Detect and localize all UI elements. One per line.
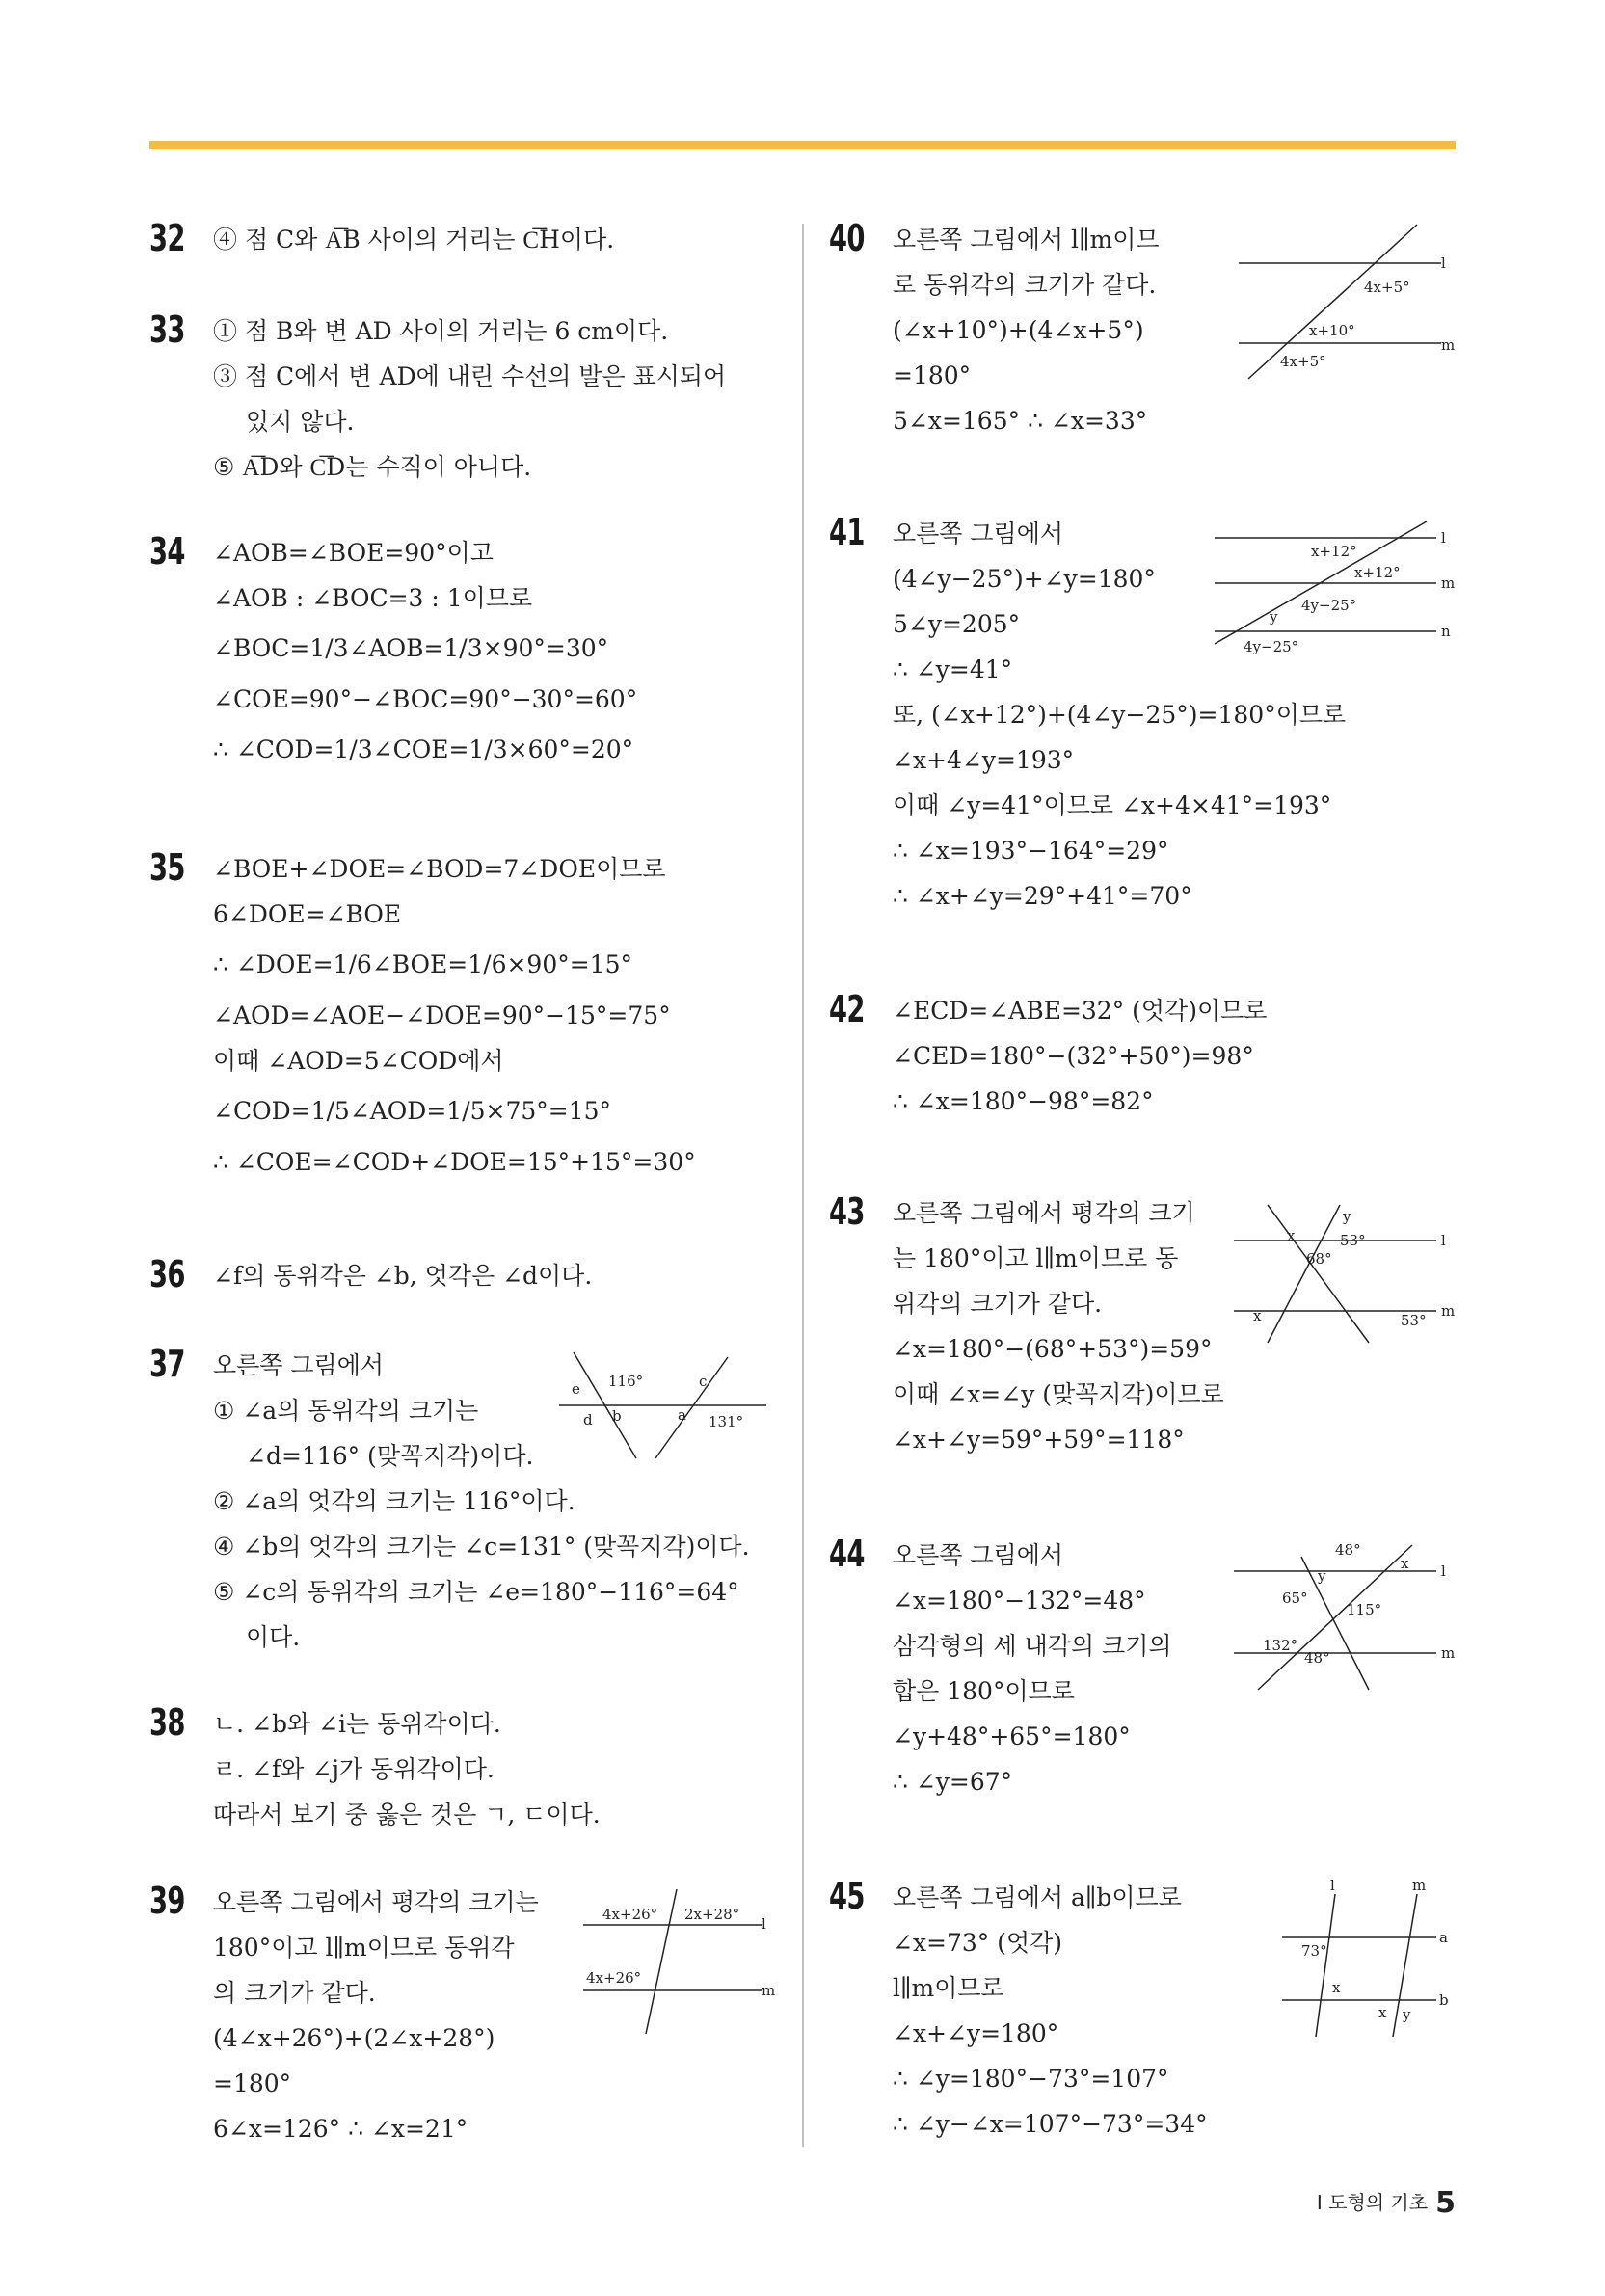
footer-section-title: Ⅰ 도형의 기초 (1316, 2191, 1429, 2214)
solution-line: ∴ ∠x=193°−164°=29° (893, 837, 1169, 865)
angle-label: 68° (1306, 1250, 1332, 1268)
angle-label: y (1270, 608, 1278, 626)
solution-line: ∠AOB=∠BOE=90°이고 (213, 539, 494, 567)
solution-line: ∠BOE+∠DOE=∠BOD=7∠DOE이므로 (213, 855, 666, 883)
solution-line: (∠x+10°)+(4∠x+5°) (893, 316, 1144, 344)
solution-line: ∴ ∠x=180°−98°=82° (893, 1087, 1154, 1115)
solution-line: ∴ ∠y−∠x=107°−73°=34° (893, 2110, 1208, 2138)
solution-line: ∴ ∠y=41° (893, 655, 1013, 683)
problem-number: 41 (829, 511, 865, 553)
solution-line: ∴ ∠y=67° (893, 1768, 1013, 1796)
figure-44-triangle-parallel (1229, 1537, 1460, 1695)
figure-39-parallel-lines (578, 1884, 781, 2042)
solution-line: ∠x=180°−132°=48° (893, 1587, 1146, 1615)
angle-label: x (1378, 2004, 1387, 2021)
solution-line: ∠COE=90°−∠BOC=90°−30°=60° (213, 685, 638, 713)
angle-label: x+10° (1309, 322, 1355, 339)
angle-label: y (1318, 1567, 1326, 1585)
figure-43-triangle-parallel (1229, 1200, 1460, 1348)
solution-line: ∴ ∠x+∠y=29°+41°=70° (893, 882, 1192, 910)
solution-line: 오른쪽 그림에서 l∥m이므 (893, 226, 1160, 254)
angle-label: 2x+28° (684, 1906, 740, 1923)
solution-line: =180° (893, 361, 972, 389)
solution-line: 로 동위각의 크기가 같다. (893, 271, 1157, 299)
angle-label: 4x+5° (1280, 353, 1326, 370)
solution-line: 오른쪽 그림에서 평각의 크기는 (213, 1888, 539, 1916)
angle-label: 4y−25° (1244, 638, 1299, 655)
solution-line: 6∠DOE=∠BOE (213, 900, 402, 928)
solution-line: ∠COD=1/5∠AOD=1/5×75°=15° (213, 1097, 612, 1125)
solution-line: ③ 점 C에서 변 AD에 내린 수선의 발은 표시되어 (213, 362, 727, 390)
solution-line: 5∠x=165° ∴ ∠x=33° (893, 407, 1148, 435)
solution-line: 또, (∠x+12°)+(4∠y−25°)=180°이므로 (893, 701, 1347, 729)
solution-line: 합은 180°이므로 (893, 1677, 1075, 1705)
angle-label: y (1343, 1208, 1351, 1225)
line-label: m (1412, 1877, 1427, 1894)
angle-label: 48° (1304, 1649, 1330, 1667)
angle-label: x (1332, 1979, 1341, 1996)
problem-number: 44 (829, 1533, 865, 1575)
solution-line: 오른쪽 그림에서 (893, 1541, 1063, 1569)
solution-line: 오른쪽 그림에서 평각의 크기 (893, 1199, 1195, 1227)
solution-line: ∠x+4∠y=193° (893, 746, 1075, 774)
page-footer (1317, 2186, 1456, 2220)
line-label: m (1441, 1644, 1456, 1662)
angle-label: 53° (1340, 1232, 1366, 1249)
problem-number: 37 (149, 1343, 185, 1385)
angle-label: x+12° (1354, 564, 1401, 581)
angle-label: 131° (709, 1413, 744, 1430)
solution-line: 이다. (246, 1623, 301, 1651)
solution-line: 는 180°이고 l∥m이므로 동 (893, 1244, 1179, 1272)
problem-number: 39 (149, 1880, 185, 1922)
solution-line: ∴ ∠COE=∠COD+∠DOE=15°+15°=30° (213, 1148, 696, 1176)
line-label: l (1330, 1877, 1335, 1894)
solution-line: (4∠y−25°)+∠y=180° (893, 565, 1156, 593)
solution-line: ∠CED=180°−(32°+50°)=98° (893, 1042, 1254, 1070)
solution-line: ① 점 B와 변 AD 사이의 거리는 6 cm이다. (213, 317, 669, 345)
solution-line: ∠x=180°−(68°+53°)=59° (893, 1335, 1213, 1363)
angle-label: 116° (608, 1373, 644, 1390)
angle-label: 73° (1301, 1942, 1327, 1960)
solution-line: l∥m이므로 (893, 1974, 1004, 2002)
problem-number: 42 (829, 988, 865, 1030)
solution-line: ㄴ. ∠b와 ∠i는 동위각이다. (213, 1710, 501, 1738)
angle-label: x (1401, 1555, 1409, 1572)
angle-label: b (612, 1407, 622, 1425)
solution-line: ⑤ A͞D와 C͞D는 수직이 아니다. (213, 453, 532, 481)
angle-label: x (1253, 1307, 1262, 1324)
solution-line: ∠y+48°+65°=180° (893, 1722, 1131, 1750)
solution-line: ∠AOD=∠AOE−∠DOE=90°−15°=75° (213, 1001, 671, 1029)
angle-label: 4x+26° (602, 1906, 658, 1923)
problem-number: 34 (149, 530, 185, 573)
angle-label: a (678, 1406, 686, 1424)
figure-37-parallel-lines (554, 1348, 776, 1467)
solution-line: ∠x=73° (엇각) (893, 1929, 1063, 1957)
column-divider (802, 224, 804, 2147)
line-label: m (1441, 336, 1456, 354)
solution-line: ∴ ∠COD=1/3∠COE=1/3×60°=20° (213, 735, 634, 763)
solution-line: 의 크기가 같다. (213, 1979, 376, 2007)
figure-45-parallel-lines (1277, 1875, 1460, 2042)
solution-line: ∠f의 동위각은 ∠b, 엇각은 ∠d이다. (213, 1262, 593, 1290)
solution-line: ㄹ. ∠f와 ∠j가 동위각이다. (213, 1755, 495, 1783)
solution-line: 오른쪽 그림에서 (893, 520, 1063, 547)
angle-label: x+12° (1311, 543, 1357, 560)
angle-label: d (583, 1411, 593, 1428)
solution-line: 이때 ∠y=41°이므로 ∠x+4×41°=193° (893, 791, 1332, 819)
solution-line: ② ∠a의 엇각의 크기는 116°이다. (213, 1487, 575, 1515)
line-label: b (1439, 1991, 1449, 2009)
line-label: l (762, 1915, 766, 1933)
solution-line: 삼각형의 세 내각의 크기의 (893, 1632, 1172, 1660)
solution-line: =180° (213, 2069, 292, 2097)
solution-line: 이때 ∠x=∠y (맞꼭지각)이므로 (893, 1380, 1224, 1408)
angle-label: 4y−25° (1301, 597, 1357, 614)
solution-line: 오른쪽 그림에서 (213, 1351, 384, 1379)
angle-label: 4x+5° (1364, 279, 1410, 296)
angle-label: 48° (1335, 1541, 1361, 1559)
solution-line: 있지 않다. (246, 408, 355, 436)
problem-number: 45 (829, 1875, 865, 1917)
line-label: l (1441, 529, 1446, 547)
problem-number: 32 (149, 217, 185, 259)
line-label: l (1441, 1232, 1446, 1249)
line-label: m (1441, 1302, 1456, 1320)
solution-line: ∠x+∠y=59°+59°=118° (893, 1426, 1185, 1454)
angle-label: y (1403, 2006, 1411, 2023)
angle-label: 53° (1401, 1312, 1427, 1329)
angle-label: 4x+26° (586, 1969, 642, 1987)
top-accent-bar (149, 141, 1456, 149)
figure-41-parallel-lines (1210, 514, 1460, 662)
solution-line: 이때 ∠AOD=5∠COD에서 (213, 1047, 504, 1075)
solution-line: ⑤ ∠c의 동위각의 크기는 ∠e=180°−116°=64° (213, 1578, 739, 1606)
solution-line: ∴ ∠y=180°−73°=107° (893, 2065, 1169, 2093)
solution-line: 따라서 보기 중 옳은 것은 ㄱ, ㄷ이다. (213, 1801, 601, 1829)
line-label: a (1439, 1929, 1448, 1946)
line-label: m (762, 1982, 776, 1999)
solution-line: 180°이고 l∥m이므로 동위각 (213, 1934, 515, 1962)
problem-number: 33 (149, 308, 185, 351)
solution-line: ∠BOC=1/3∠AOB=1/3×90°=30° (213, 634, 609, 662)
line-label: l (1441, 1562, 1446, 1580)
solution-line: ∠AOB : ∠BOC=3 : 1이므로 (213, 584, 533, 612)
figure-40-parallel-lines (1234, 220, 1456, 387)
angle-label: x (1287, 1227, 1296, 1244)
angle-label: e (572, 1380, 580, 1398)
angle-label: c (699, 1373, 708, 1390)
solution-line: (4∠x+26°)+(2∠x+28°) (213, 2024, 495, 2052)
problem-number: 38 (149, 1701, 185, 1744)
line-label: l (1441, 254, 1446, 272)
line-label: n (1441, 623, 1451, 640)
solution-line: ④ 점 C와 A͞B 사이의 거리는 C͞H이다. (213, 226, 615, 254)
solution-line: 오른쪽 그림에서 a∥b이므로 (893, 1883, 1182, 1911)
solution-line: ∠x+∠y=180° (893, 2019, 1059, 2047)
solution-line: ① ∠a의 동위각의 크기는 (213, 1397, 479, 1425)
solution-line: ∠ECD=∠ABE=32° (엇각)이므로 (893, 997, 1268, 1025)
page-number: 5 (1435, 2186, 1456, 2220)
line-label: m (1441, 574, 1456, 592)
solution-line: ∠d=116° (맞꼭지각)이다. (246, 1442, 534, 1470)
problem-number: 36 (149, 1253, 185, 1295)
solution-line: 6∠x=126° ∴ ∠x=21° (213, 2115, 468, 2143)
solution-line: ④ ∠b의 엇각의 크기는 ∠c=131° (맞꼭지각)이다. (213, 1533, 750, 1561)
solution-line: 5∠y=205° (893, 610, 1021, 638)
problem-number: 35 (149, 846, 185, 889)
problem-number: 40 (829, 217, 865, 259)
problem-number: 43 (829, 1190, 865, 1233)
solution-line: ∴ ∠DOE=1/6∠BOE=1/6×90°=15° (213, 950, 632, 978)
angle-label: 132° (1263, 1637, 1298, 1654)
angle-label: 115° (1347, 1601, 1382, 1618)
solution-line: 위각의 크기가 같다. (893, 1290, 1103, 1318)
angle-label: 65° (1282, 1589, 1308, 1607)
